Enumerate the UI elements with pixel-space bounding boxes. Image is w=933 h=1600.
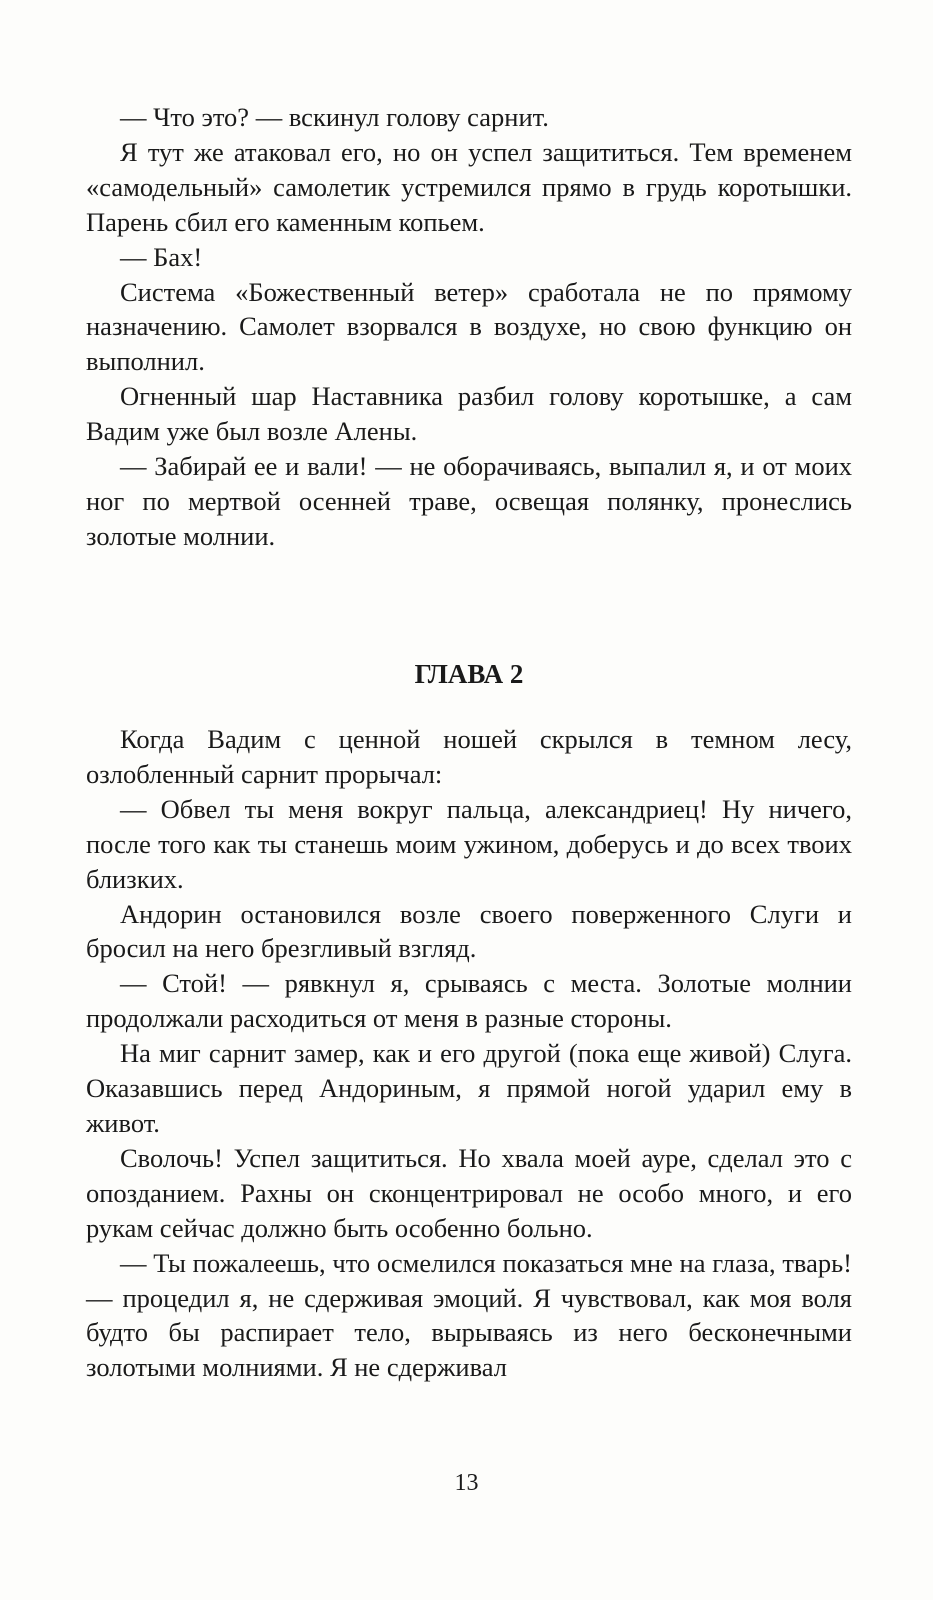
paragraph: — Что это? — вскинул голову сарнит.: [120, 102, 549, 132]
paragraph: Андорин остановился возле своего поверженного Слуги и бросил на него брезгливый взгляд.: [86, 898, 852, 964]
page-number: 13: [454, 1470, 479, 1496]
paragraph: Когда Вадим с ценной ношей скрылся в темном лесу, озлобленный сарнит прорычал:: [86, 724, 852, 789]
chapter-title: ГЛАВА 2: [414, 659, 524, 689]
paragraph: Система «Божественный ветер» сработала не по прямому назначению. Самолет взорвался в воздухе, но свою функцию он выполнил.: [86, 276, 852, 377]
paragraph: — Стой! — рявкнул я, срываясь с места. Золотые молнии продолжали расходиться от меня в разные стороны.: [86, 968, 852, 1034]
paragraph: Огненный шар Наставника разбил голову коротышке, а сам Вадим уже был возле Алены.: [86, 381, 852, 447]
text-block-top: [86, 100, 852, 554]
paragraph: — Забирай ее и вали! — не оборачиваясь, выпалил я, и от моих ног по мертвой осенней траве, освещая полянку, пронеслись золотые молнии.: [86, 451, 852, 551]
paragraph: — Ты пожалеешь, что осмелился показаться мне на глаза, тварь! — процедил я, не сдерживая эмоций. Я чувствовал, как моя воля будто бы распирает тело, вырываясь из него бесконечными золотыми молниями. Я не сдерживал: [86, 1247, 852, 1383]
text-block-bottom: [86, 722, 852, 1385]
paragraph: Сволочь! Успел защититься. Но хвала моей ауре, сделал это с опозданием. Рахны он сконцентрировал не особо много, и его рукам сейчас должно быть особенно больно.: [86, 1142, 852, 1243]
paragraph: — Бах!: [120, 241, 203, 272]
paragraph: — Обвел ты меня вокруг пальца, александриец! Ну ничего, после того как ты станешь моим ужином, доберусь и до всех твоих близких.: [86, 793, 852, 894]
paragraph: На миг сарнит замер, как и его другой (пока еще живой) Слуга. Оказавшись перед Андориным, я прямой ногой ударил ему в живот.: [86, 1038, 852, 1138]
paragraph: Я тут же атаковал его, но он успел защититься. Тем временем «самодельный» самолетик устремился прямо в грудь коротышки. Парень сбил его каменным копьем.: [86, 136, 852, 237]
